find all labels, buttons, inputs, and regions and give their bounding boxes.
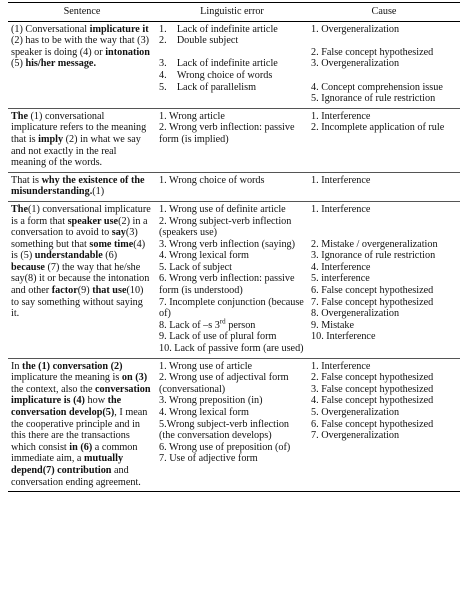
sentence-segment: how: [84, 395, 108, 407]
cause-cell: [308, 358, 460, 492]
sentence-error-segment: that use: [92, 285, 127, 297]
linguistic-error-cell: [156, 21, 308, 108]
cause-item: 7. False concept hypothesized: [311, 296, 434, 308]
sentence-segment: (10) to say something without saying it.: [11, 285, 144, 320]
sentence-segment: , I mean the cooperative principle and in this there are the transactions which consist: [11, 407, 148, 453]
error-item: 6. Wrong verb inflection: passive form (is understood): [159, 273, 295, 297]
sentence-error-segment: factor: [51, 285, 78, 297]
sentence-error-segment: The: [11, 203, 28, 215]
cause-item: 3. Ignorance of rule restriction: [311, 250, 436, 262]
sentence-segment: (1) conversational implicature is a form that: [11, 203, 151, 227]
error-item: 7. Incomplete conjunction (because of): [159, 296, 304, 320]
table-row: [8, 108, 460, 172]
cause-item: 1. Interference: [311, 174, 371, 186]
sentence-error-segment: on (3): [121, 372, 148, 384]
sentence-error-segment: mutually depend(7) contribution: [11, 453, 124, 476]
table-row: [8, 201, 460, 358]
cause-item: 1. Interference: [311, 360, 371, 372]
error-item: 5. Lack of subject: [159, 261, 232, 273]
error-item: 8. Lack of –s 3rd person: [159, 317, 256, 331]
cause-item: 7. Overgeneralization: [311, 430, 400, 442]
sentence-segment: a common immediate aim, a: [11, 441, 138, 465]
sentence-error-segment: intonation: [105, 46, 150, 58]
error-item: 3. Wrong preposition (in): [159, 395, 263, 407]
cause-item: 2. False concept hypothesized: [311, 46, 434, 58]
header-cause: Cause: [308, 3, 460, 22]
header-linguistic-error: Linguistic error: [156, 3, 308, 22]
error-item: 5. Lack of parallelism: [159, 81, 257, 93]
sentence-segment: (9): [77, 285, 93, 297]
sentence-error-segment: conversation implicature is (4): [11, 383, 151, 407]
cause-item: 1. Overgeneralization: [311, 23, 400, 35]
error-item: 10. Lack of passive form (are used): [159, 343, 304, 355]
sentence-segment: and conversation ending agreement.: [11, 464, 141, 488]
error-item: 1. Wrong use of definite article: [159, 203, 286, 215]
sentence-segment: (3) something but that: [11, 227, 138, 250]
cause-item: 4. Interference: [311, 261, 371, 273]
cause-item: 5. Ignorance of rule restriction: [311, 93, 436, 105]
sentence-segment: the context, also the: [11, 383, 96, 395]
spacer: [311, 35, 457, 47]
sentence-segment: In: [11, 360, 23, 372]
error-item: 4. Wrong lexical form: [159, 407, 249, 418]
sentence-error-segment: the conversation develop(5): [11, 395, 122, 418]
header-sentence: Sentence: [8, 3, 156, 22]
spacer: [159, 47, 305, 59]
cause-cell: [308, 201, 460, 358]
sentence-error-segment: speaker use: [67, 215, 119, 227]
table-row: [8, 358, 460, 492]
cause-item: 5. Overgeneralization: [311, 407, 400, 418]
cause-item: 5. interference: [311, 273, 370, 285]
table-row: [8, 21, 460, 108]
error-item: 1. Wrong use of article: [159, 360, 253, 372]
error-item: 4. Wrong choice of words: [159, 69, 273, 81]
cause-cell: [308, 21, 460, 108]
spacer: [311, 227, 457, 239]
error-item: 1. Wrong choice of words: [159, 174, 265, 186]
spacer: [311, 216, 457, 228]
sentence-error-segment: implicature it: [89, 23, 149, 35]
sentence-error-segment: imply: [38, 133, 64, 145]
cause-item: 3. False concept hypothesized: [311, 383, 434, 395]
sentence-error-segment: say: [111, 227, 126, 239]
cause-item: 3. Overgeneralization: [311, 58, 400, 70]
cause-item: 2. Mistake / overgeneralization: [311, 238, 438, 250]
cause-item: 9. Mistake: [311, 319, 355, 331]
error-item: 2. Wrong verb inflection: passive form (is implied): [159, 122, 295, 145]
cause-item: 1. Interference: [311, 203, 371, 215]
sentence-error-segment: his/her message.: [25, 58, 96, 70]
sentence-error-segment: the (1) conversation (2): [22, 360, 123, 372]
error-item: 2. Wrong use of adjectival form (conversational): [159, 372, 289, 395]
error-item: 5.Wrong subject-verb inflection (the conversation develops): [159, 418, 290, 442]
error-item: 9. Lack of use of plural form: [159, 331, 277, 343]
sentence-segment: That is: [11, 174, 42, 186]
cause-item: 6. False concept hypothesized: [311, 418, 434, 430]
table-header-row: [8, 3, 460, 22]
sentence-error-segment: why the existence of the misunderstanding.: [11, 174, 145, 198]
sentence-cell: [8, 358, 156, 492]
error-item: 7. Use of adjective form: [159, 453, 258, 465]
spacer: [311, 70, 457, 82]
sentence-error-segment: understandable: [34, 250, 103, 262]
cause-item: 4. Concept comprehension issue: [311, 81, 443, 93]
sentence-error-segment: some time: [89, 238, 134, 250]
linguistic-error-cell: [156, 358, 308, 492]
sentence-cell: [8, 201, 156, 358]
sentence-segment: (5): [11, 58, 26, 70]
error-item: 1. Wrong article: [159, 110, 225, 122]
error-item: 2. Wrong subject-verb inflection (speakers use): [159, 215, 292, 239]
error-item: 2. Double subject: [159, 35, 239, 47]
sentence-segment: (2) in what we say and not exactly in the real meaning of the words.: [11, 133, 141, 169]
error-item: 4. Wrong lexical form: [159, 250, 249, 262]
linguistic-error-cell: [156, 108, 308, 172]
sentence-segment: implicature the meaning is: [11, 372, 122, 384]
cause-item: 10. Interference: [311, 331, 376, 343]
sentence-segment: (7) the way that he/she say(8) it or because the intonation and other: [11, 261, 150, 297]
error-item: 6. Wrong use of preposition (of): [159, 441, 291, 453]
linguistic-error-cell: [156, 201, 308, 358]
error-item: 3. Wrong verb inflection (saying): [159, 238, 296, 250]
cause-item: 6. False concept hypothesized: [311, 285, 434, 297]
sentence-error-segment: because: [11, 261, 45, 273]
cause-item: 8. Overgeneralization: [311, 308, 400, 320]
cause-item: 4. False concept hypothesized: [311, 395, 434, 407]
cause-cell: [308, 172, 460, 201]
table-row: [8, 172, 460, 201]
sentence-cell: [8, 108, 156, 172]
error-item: 3. Lack of indefinite article: [159, 58, 278, 70]
cause-item: 2. Incomplete application of rule: [311, 122, 445, 134]
sentence-error-segment: in (6): [69, 441, 93, 453]
cause-item: 2. False concept hypothesized: [311, 372, 434, 384]
error-analysis-table: [8, 2, 460, 492]
cause-item: 1. Interference: [311, 110, 371, 122]
sentence-segment: (1) Conversational: [11, 23, 90, 35]
cause-cell: [308, 108, 460, 172]
sentence-error-segment: The: [11, 110, 28, 122]
sentence-segment: (2) has to be with the way that (3) speaker is doing (4) or: [11, 35, 150, 58]
linguistic-error-cell: [156, 172, 308, 201]
sentence-segment: (4) is (5): [11, 238, 146, 262]
sentence-segment: (2) in a conversation to avoid to: [11, 215, 148, 239]
sentence-segment: (1): [92, 186, 105, 198]
sentence-segment: (6): [102, 250, 118, 262]
sentence-segment: (1) conversational implicature refers to the meaning that is: [11, 110, 147, 145]
sentence-cell: [8, 172, 156, 201]
sentence-cell: [8, 21, 156, 108]
error-item: 1. Lack of indefinite article: [159, 23, 278, 35]
table-body: [8, 21, 460, 492]
superscript: rd: [219, 317, 226, 326]
